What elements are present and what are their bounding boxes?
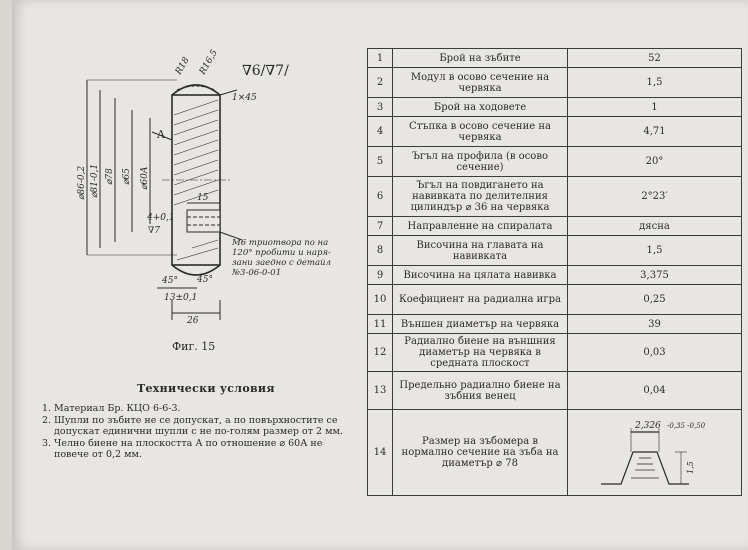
- table-row: 2 Модул в осово сечение на червяка 1,5: [368, 68, 742, 98]
- dim-26: 26: [187, 316, 199, 326]
- dim-d3: ⌀78: [105, 168, 115, 185]
- dim-chamfer: 1×45: [232, 93, 257, 103]
- condition-item: 3. Челно биене на плоскостта А по отношение ⌀ 60А не повече от 0,2 мм.: [42, 438, 323, 460]
- table-row: 9 Височина на цялата навивка 3,375: [368, 266, 742, 285]
- angle-1: 45°: [162, 276, 178, 286]
- table-row: 1 Брой на зъбите 52: [368, 49, 742, 68]
- profile-tol-dim: -0,35 -0,50: [667, 421, 706, 430]
- condition-item: 1. Материал Бр. КЦО 6-6-3.: [42, 403, 181, 414]
- table-row: 13 Предельно радиално биене на зъбния венец 0,04: [368, 372, 742, 410]
- dim-13: 13±0,1: [164, 293, 198, 303]
- tech-conditions-list: [42, 403, 352, 461]
- dim-d5: ⌀60A: [140, 166, 150, 190]
- hole-note: M6 триотвора по на 120° пробити и наря- зани заедно с детайл №3-06-0-01: [232, 238, 331, 278]
- tooth-profile-sketch: [591, 418, 731, 496]
- table-row: 3 Брой на ходовете 1: [368, 98, 742, 117]
- dim-r1: R18: [173, 55, 192, 77]
- condition-item: 2. Шупли по зъбите не се допускат, а по повърхностите се допускат единични шупли с не по-голям размер от 2 мм.: [42, 415, 343, 437]
- table-row: 12 Радиално биене на външния диаметър на червяка в средната плоскост 0,03: [368, 334, 742, 372]
- tooth-gauge-cell: [568, 410, 742, 496]
- angle-2: 45°: [197, 275, 213, 285]
- dim-d4: ⌀65: [122, 168, 132, 185]
- table-row: 5 Ъгъл на профила (в осово сечение) 20°: [368, 147, 742, 177]
- table-row: 14 Размер на зъбомера в нормално сечение на зъба на диаметър ⌀ 78 2,326 -0,35 -0,50 1,5: [368, 410, 742, 496]
- dim-tol: 4+0,1: [147, 213, 175, 223]
- table-row: 11 Външен диаметър на червяка 39: [368, 315, 742, 334]
- table-row: 7 Направление на спиралата дясна: [368, 217, 742, 236]
- dim-d2: ⌀81-0,1: [90, 163, 100, 198]
- surface-finish-top: ∇6/∇7/: [242, 63, 289, 79]
- gear-section-drawing: [32, 20, 362, 340]
- document-page: [12, 0, 748, 550]
- table-row: 10 Коефициент на радиална игра 0,25: [368, 285, 742, 315]
- table-row: 6 Ъгъл на повдигането на навивката по делителния цилиндър ⌀ 36 на червяка 2°23′: [368, 177, 742, 217]
- table-row: 4 Стъпка в осово сечение на червяка 4,71: [368, 117, 742, 147]
- profile-width-dim: 2,326: [635, 420, 661, 431]
- tech-conditions-title: Технически условия: [137, 382, 275, 395]
- datum-a-label: A: [157, 128, 165, 141]
- dim-15: 15: [197, 193, 209, 203]
- dim-d1: ⌀86-0,2: [77, 165, 87, 200]
- dim-r2: R16,5: [197, 48, 221, 77]
- profile-height-dim: 1,5: [686, 460, 695, 474]
- technical-drawing: [32, 20, 362, 360]
- table-row: 8 Височина на главата на навивката 1,5: [368, 236, 742, 266]
- gear-spec-table: [367, 48, 742, 496]
- figure-caption: Фиг. 15: [172, 340, 216, 353]
- finish-side: ∇7: [148, 226, 161, 236]
